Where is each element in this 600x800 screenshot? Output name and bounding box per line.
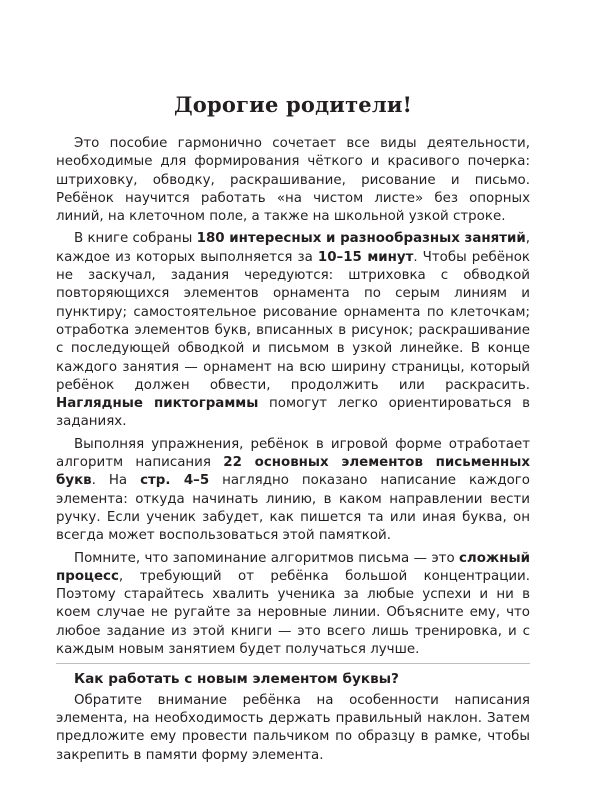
emphasis-complex-process: сложный процесс [56, 550, 530, 584]
paragraph-book-contents [56, 230, 530, 431]
text: . На [91, 473, 141, 489]
emphasis-page-ref: стр. 4–5 [140, 473, 210, 489]
paragraph-exercises [56, 436, 530, 546]
text: Выполняя упражнения, ребёнок в игровой форме отработает алгоритм написания [56, 436, 530, 471]
text: наглядно показано написание каждого элемента: откуда начинать линию, в каком направлении вести ручку. Если ученик забудет, как пишется та или иная буква, он всегда может воспользоваться этой памяткой. [56, 473, 530, 544]
emphasis-elements-count: 22 основных элементов письменных букв [56, 455, 530, 489]
emphasis-pictograms: Наглядные пиктограммы [56, 396, 259, 412]
text: В книге собраны [74, 231, 197, 247]
text: , каждое из которых выполняется за [56, 231, 531, 265]
text: , требующий от ребёнка большой концентрации. Поэтому старайтесь хвалить ученика за любые успехи и ни в коем случае не ругайте за неровные линии. Объясните ему, что любое задание из этой книги — это всего лишь тренировка, и с каждым новым занятием будет получаться лучше. [56, 568, 530, 658]
paragraph-remember [56, 550, 530, 660]
text: помогут легко ориентироваться в заданиях. [56, 396, 530, 430]
text: . Чтобы ребёнок не заскучал, задания чередуются: штриховка с обводкой повторяющихся элементов орнамента по серым линиям и пунктиру; самостоятельное рисование орнамента по клеточкам; отработка элементов букв, вписанных в рисунок; раскрашивание с последующей обводкой и письмом в узкой линейке. В конце каждого занятия — орнамент на всю ширину страницы, который ребёнок должен обвести, продолжить или раскрасить. [56, 249, 530, 393]
emphasis-duration: 10–15 минут [317, 249, 414, 265]
paragraph-new-element: Обратите внимание ребёнка на особенности написания элемента, на необходимость держать правильный наклон. Затем предложите ему провести пальчиком по образцу в рамке, чтобы закрепить в памяти форму элемента. [56, 692, 530, 763]
paragraph-intro: Это пособие гармонично сочетает все виды деятельности, необходимые для формирования чёткого и красивого почерка: штриховку, обводку, раскрашивание, рисование и письмо. Ребёнок научится работать «на чистом листе» без опорных линий, на клеточном поле, а также на школьной узкой строке. [56, 136, 530, 225]
text: Помните, что запоминание алгоритмов письма — это [74, 550, 459, 566]
page-title: Дорогие родители! [173, 92, 413, 117]
section-divider [56, 663, 530, 664]
emphasis-lessons-count: 180 интересных и разнообразных занятий [196, 231, 526, 247]
page-content [56, 92, 530, 769]
section-heading: Как работать с новым элементом буквы? [74, 671, 399, 688]
